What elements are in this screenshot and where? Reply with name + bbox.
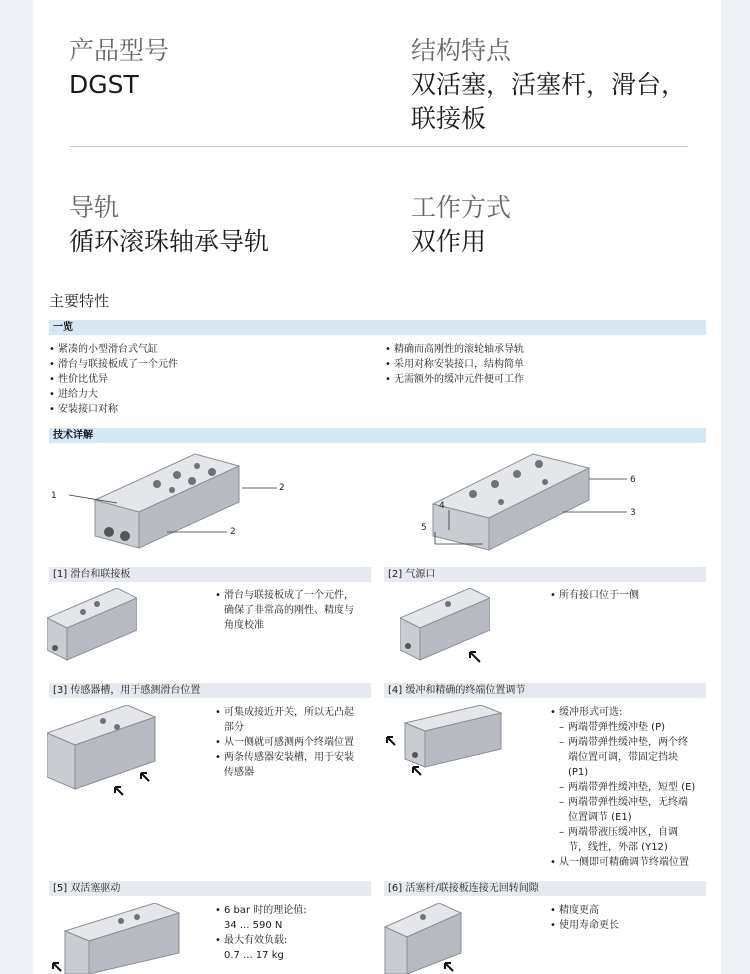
list-item: • 精确而高刚性的滚轮轴承导轨 <box>385 342 705 357</box>
list-item: • 可集成接近开关，所以无凸起 <box>215 705 380 720</box>
list-item: 位置调节 (E1) <box>568 812 632 823</box>
slide-overview-image-right <box>383 448 703 560</box>
list-item: • 所有接口位于一侧 <box>550 588 710 603</box>
arrow-icon <box>413 767 421 775</box>
mode-label: 工作方式 <box>411 193 512 222</box>
list-item: • 进给力大 <box>49 387 369 402</box>
tech-details-bar: 技术详解 <box>49 428 706 443</box>
list-item: 部分 <box>224 722 244 733</box>
slide-plate-image <box>47 588 137 668</box>
slide-body <box>95 454 239 548</box>
callout-number: 5 <box>421 523 427 533</box>
structure-value-line2: 联接板 <box>411 104 487 133</box>
structure-label: 结构特点 <box>411 36 512 65</box>
spec-mode <box>411 191 511 259</box>
list-item: 角度校准 <box>224 620 264 631</box>
spec-guide <box>69 191 269 259</box>
list-item: 34 ... 590 N <box>224 920 283 931</box>
datasheet-page <box>33 0 721 974</box>
model-value: DGST <box>69 70 139 99</box>
list-item: • 无需额外的缓冲元件便可工作 <box>385 372 705 387</box>
callout-number: 3 <box>630 508 636 518</box>
list-item: • 精度更高 <box>550 903 710 918</box>
arrow-icon <box>445 963 453 971</box>
cushioning-image <box>385 705 503 777</box>
detail-list-6 <box>550 903 710 933</box>
detail-caption-2: [2] 气源口 <box>384 567 706 582</box>
model-label: 产品型号 <box>69 36 170 65</box>
piston-rod-image <box>383 903 463 974</box>
detail-list-3 <box>215 705 380 780</box>
structure-value-line1: 双活塞，活塞杆，滑台， <box>411 70 687 99</box>
list-item: • 采用对称安装接口，结构简单 <box>385 357 705 372</box>
list-item: • 滑台与联接板成了一个元件， <box>215 588 375 603</box>
list-item: • 最大有效负载: <box>215 933 375 948</box>
list-item: 端位置可调，带固定挡块 <box>568 752 678 763</box>
list-item: • 6 bar 时的理论值: <box>215 903 375 918</box>
list-item: • 性价比优异 <box>49 372 369 387</box>
callout-number: 6 <box>630 475 636 485</box>
list-item: • 两条传感器安装槽，用于安装 <box>215 750 380 765</box>
list-item: • 安装接口对称 <box>49 402 369 417</box>
slide-body <box>433 454 589 550</box>
list-item: 传感器 <box>224 767 254 778</box>
detail-caption-1: [1] 滑台和联接板 <box>49 567 371 582</box>
list-item: • 滑台与联接板成了一个元件 <box>49 357 369 372</box>
spec-divider <box>69 146 688 147</box>
slide-overview-image-left <box>47 448 367 560</box>
detail-list-2 <box>550 588 710 603</box>
arrow-icon <box>387 737 395 745</box>
list-item: • 紧凑的小型滑台式气缸 <box>49 342 369 357</box>
spec-structure <box>411 34 686 136</box>
detail-list-4 <box>550 705 710 870</box>
overview-right-list <box>385 342 705 387</box>
list-item: – 两端带弹性缓冲垫，短型 (E) <box>550 780 710 795</box>
guide-value: 循环滚珠轴承导轨 <box>69 227 270 256</box>
detail-list-5 <box>215 903 375 963</box>
mode-value: 双作用 <box>411 227 487 256</box>
callout-number: 2 <box>230 527 236 537</box>
list-item: • 从一侧就可感测两个终端位置 <box>215 735 380 750</box>
arrow-icon <box>470 652 480 662</box>
arrow-icon <box>141 773 149 781</box>
air-port-image <box>400 588 490 668</box>
callout-number: 2 <box>279 483 285 493</box>
list-item: – 两端带弹性缓冲垫，无终端 <box>550 795 710 810</box>
detail-caption-6: [6] 活塞杆/联接板连接无回转间隙 <box>384 881 706 896</box>
list-item: • 从一侧即可精确调节终端位置 <box>550 855 710 870</box>
detail-caption-5: [5] 双活塞驱动 <box>49 881 371 896</box>
callout-number: 4 <box>439 501 445 511</box>
spec-model <box>69 34 169 102</box>
overview-left-list <box>49 342 369 417</box>
list-item: – 两端带弹性缓冲垫 (P) <box>550 720 710 735</box>
list-item: 节，线性，外部 (Y12) <box>568 842 668 853</box>
list-item: (P1) <box>568 767 589 778</box>
list-item: • 缓冲形式可选: <box>550 705 710 720</box>
list-item: – 两端带液压缓冲区，自调 <box>550 825 710 840</box>
list-item: 确保了非常高的刚性、精度与 <box>224 605 354 616</box>
dual-piston-image <box>51 903 181 974</box>
overview-bar: 一览 <box>49 320 706 335</box>
arrow-icon <box>115 787 123 795</box>
detail-list-1 <box>215 588 375 633</box>
sensor-slot-image <box>47 705 157 797</box>
detail-caption-3: [3] 传感器槽，用于感测滑台位置 <box>49 683 371 698</box>
list-item: 0.7 ... 17 kg <box>224 950 284 961</box>
main-features-title: 主要特性 <box>49 292 110 310</box>
list-item: – 两端带弹性缓冲垫，两个终 <box>550 735 710 750</box>
list-item: • 使用寿命更长 <box>550 918 710 933</box>
guide-label: 导轨 <box>69 193 120 222</box>
callout-number: 1 <box>51 491 57 501</box>
detail-caption-4: [4] 缓冲和精确的终端位置调节 <box>384 683 706 698</box>
arrow-icon <box>53 963 61 971</box>
